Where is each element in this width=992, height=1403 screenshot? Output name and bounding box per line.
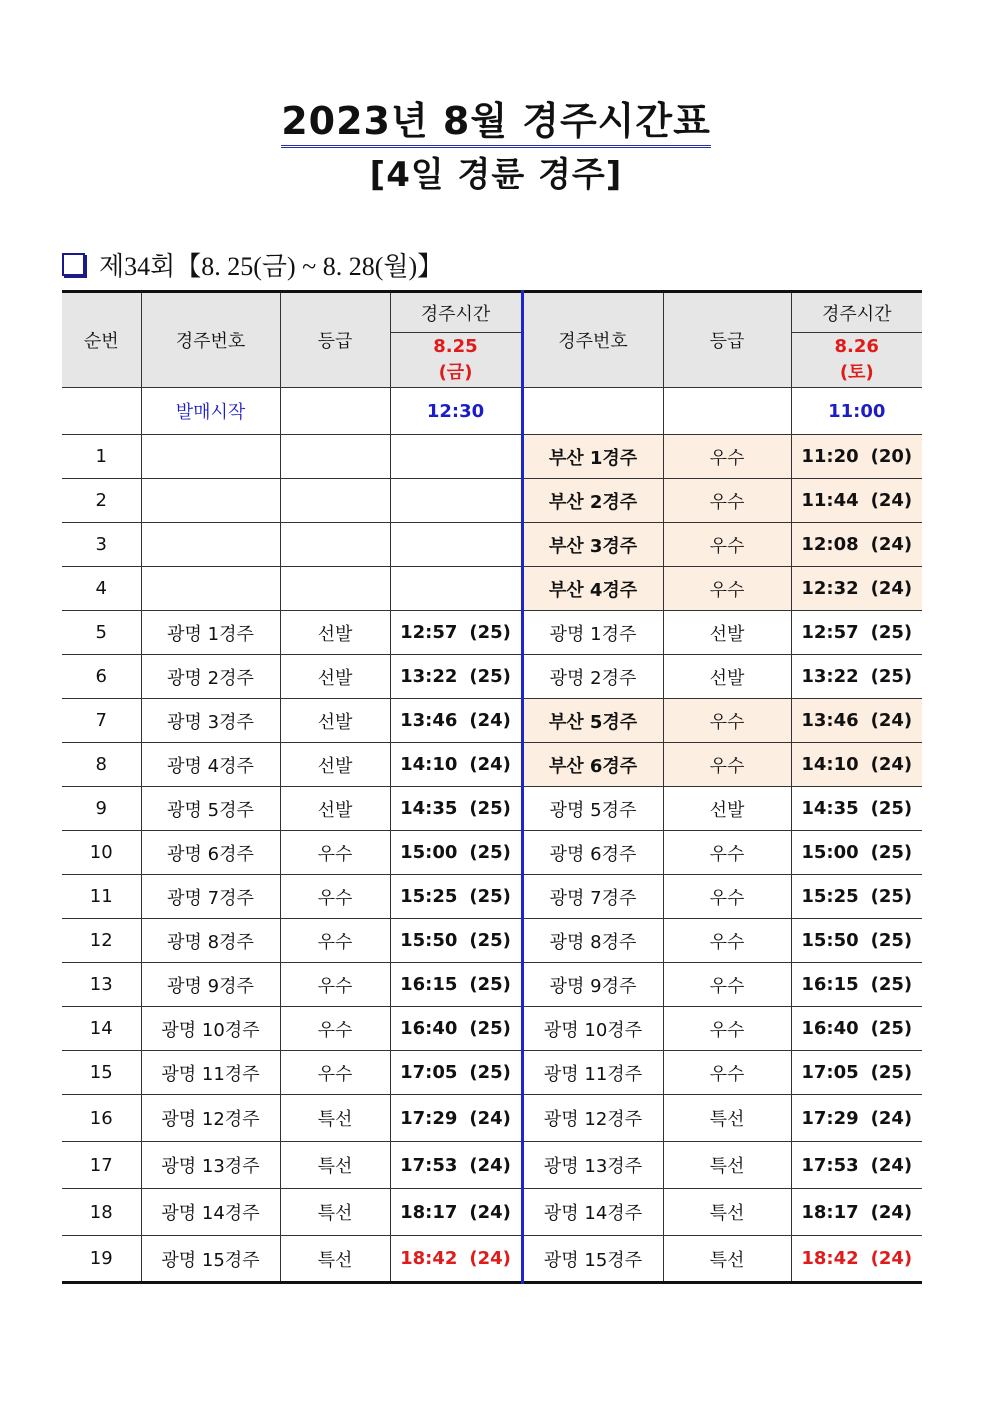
race-no-day1: 광명 14경주 — [141, 1189, 280, 1236]
race-time: 15:00 — [801, 842, 859, 863]
time-day1 — [390, 875, 522, 919]
race-time: 14:35 — [801, 798, 859, 819]
race-count: (24) — [469, 1154, 511, 1176]
grade-day2: 우수 — [663, 963, 791, 1007]
order-cell: 13 — [62, 963, 141, 1007]
race-no-day1: 광명 1경주 — [141, 611, 280, 655]
race-time: 14:10 — [400, 754, 458, 775]
race-time: 12:32 — [801, 578, 859, 599]
grade-day1 — [280, 523, 390, 567]
time-day2 — [791, 743, 922, 787]
grade-day1: 선발 — [280, 699, 390, 743]
grade-day2: 특선 — [663, 1189, 791, 1236]
race-time: 12:57 — [801, 622, 859, 643]
race-count: (24) — [870, 1248, 913, 1269]
race-count: (24) — [870, 1201, 913, 1223]
time-day1 — [390, 1236, 522, 1283]
race-time: 18:17 — [400, 1201, 458, 1223]
order-cell: 15 — [62, 1051, 141, 1095]
grade-day2: 우수 — [663, 479, 791, 523]
time-day2 — [791, 875, 922, 919]
race-time: 16:40 — [801, 1018, 859, 1039]
grade-day1 — [280, 479, 390, 523]
table-row — [62, 831, 922, 875]
grade-day1 — [280, 435, 390, 479]
order-cell: 16 — [62, 1095, 141, 1142]
table-row — [62, 1142, 922, 1189]
grade-day2: 우수 — [663, 523, 791, 567]
race-count: (25) — [469, 622, 511, 643]
day2-date-header — [791, 333, 922, 388]
time-day2 — [791, 479, 922, 523]
race-time: 18:17 — [801, 1201, 859, 1223]
order-cell: 9 — [62, 787, 141, 831]
race-no-day1: 광명 13경주 — [141, 1142, 280, 1189]
race-no-day1 — [141, 435, 280, 479]
race-count: (24) — [469, 710, 511, 731]
grade-day2: 우수 — [663, 1051, 791, 1095]
grade-day1: 우수 — [280, 1051, 390, 1095]
race-count: (24) — [870, 490, 913, 511]
time-day2 — [791, 655, 922, 699]
time-day1 — [390, 743, 522, 787]
grade-day1: 특선 — [280, 1189, 390, 1236]
race-count: (24) — [469, 1248, 511, 1269]
time-day2 — [791, 1051, 922, 1095]
race-no-day2: 부산 5경주 — [522, 699, 663, 743]
grade-day2: 우수 — [663, 743, 791, 787]
race-time: 13:22 — [400, 666, 458, 687]
race-no-day1: 광명 3경주 — [141, 699, 280, 743]
grade-day2: 선발 — [663, 611, 791, 655]
race-no-day2: 광명 14경주 — [522, 1189, 663, 1236]
time-day1 — [390, 1095, 522, 1142]
table-row — [62, 1236, 922, 1283]
order-cell: 17 — [62, 1142, 141, 1189]
grade-day1 — [280, 567, 390, 611]
page-subtitle: [4일 경륜 경주] — [369, 155, 623, 195]
race-count: (25) — [870, 622, 913, 643]
time-day2 — [791, 787, 922, 831]
grade-day2: 우수 — [663, 875, 791, 919]
grade-day2: 선발 — [663, 787, 791, 831]
race-count: (25) — [469, 842, 511, 863]
race-no-day1 — [141, 479, 280, 523]
race-time: 11:44 — [801, 490, 859, 511]
race-count: (24) — [870, 1154, 913, 1176]
day1-date-header — [390, 333, 522, 388]
sale-start-time-day1: 12:30 — [390, 388, 522, 435]
order-cell: 10 — [62, 831, 141, 875]
order-cell: 5 — [62, 611, 141, 655]
race-no-day2: 광명 11경주 — [522, 1051, 663, 1095]
table-row — [62, 479, 922, 523]
grade-day2: 우수 — [663, 919, 791, 963]
grade-day1: 선발 — [280, 787, 390, 831]
table-row — [62, 787, 922, 831]
race-time: 16:15 — [801, 974, 859, 995]
race-no-day2: 광명 12경주 — [522, 1095, 663, 1142]
race-no-day1: 광명 6경주 — [141, 831, 280, 875]
race-count: (20) — [870, 446, 913, 467]
race-count: (25) — [870, 1062, 913, 1083]
race-count: (24) — [469, 1201, 511, 1223]
race-count: (25) — [469, 886, 511, 907]
race-time: 17:29 — [801, 1107, 859, 1129]
grade-day2: 선발 — [663, 655, 791, 699]
race-count: (25) — [469, 666, 511, 687]
grade-day1: 선발 — [280, 655, 390, 699]
table-row — [62, 567, 922, 611]
race-no-day1: 광명 10경주 — [141, 1007, 280, 1051]
col-header-race-no-day2: 경주번호 — [522, 292, 663, 388]
col-header-order: 순번 — [62, 292, 141, 388]
race-time: 12:57 — [400, 622, 458, 643]
time-day2 — [791, 1007, 922, 1051]
order-cell: 11 — [62, 875, 141, 919]
time-day2 — [791, 567, 922, 611]
time-day2 — [791, 919, 922, 963]
order-cell: 6 — [62, 655, 141, 699]
time-day1 — [390, 1007, 522, 1051]
race-count: (24) — [469, 754, 511, 775]
race-no-day2: 광명 8경주 — [522, 919, 663, 963]
race-time: 12:08 — [801, 534, 859, 555]
race-time: 13:22 — [801, 666, 859, 687]
order-cell: 19 — [62, 1236, 141, 1283]
order-cell: 12 — [62, 919, 141, 963]
col-header-grade-day1: 등급 — [280, 292, 390, 388]
table-row — [62, 523, 922, 567]
order-cell: 14 — [62, 1007, 141, 1051]
sale-start-time-day2: 11:00 — [791, 388, 922, 435]
grade-day1: 선발 — [280, 611, 390, 655]
race-count: (25) — [870, 842, 913, 863]
race-no-day2: 부산 1경주 — [522, 435, 663, 479]
race-time: 18:42 — [801, 1248, 859, 1269]
race-no-day2: 부산 4경주 — [522, 567, 663, 611]
table-row — [62, 963, 922, 1007]
race-time: 14:35 — [400, 798, 458, 819]
race-count: (25) — [870, 666, 913, 687]
race-no-day1: 광명 15경주 — [141, 1236, 280, 1283]
table-row — [62, 655, 922, 699]
time-day1 — [390, 787, 522, 831]
race-no-day2: 광명 15경주 — [522, 1236, 663, 1283]
grade-day2: 우수 — [663, 831, 791, 875]
race-time: 17:53 — [801, 1154, 859, 1176]
time-day1 — [390, 1142, 522, 1189]
race-time: 15:50 — [400, 930, 458, 951]
race-count: (25) — [469, 1062, 511, 1083]
day2-date: 8.26 — [834, 336, 879, 357]
time-day2 — [791, 1189, 922, 1236]
time-day1 — [390, 655, 522, 699]
table-row — [62, 611, 922, 655]
table-row — [62, 919, 922, 963]
time-day1 — [390, 523, 522, 567]
grade-day1: 우수 — [280, 1007, 390, 1051]
col-header-grade-day2: 등급 — [663, 292, 791, 388]
time-day1 — [390, 1189, 522, 1236]
grade-day2: 특선 — [663, 1236, 791, 1283]
race-count: (25) — [870, 974, 913, 995]
race-no-day1: 광명 12경주 — [141, 1095, 280, 1142]
day1-weekday: (금) — [438, 362, 473, 383]
session-label: 제34회【8. 25(금) ~ 8. 28(월)】 — [99, 251, 444, 281]
col-header-time-day1: 경주시간 — [390, 292, 522, 333]
time-day2 — [791, 435, 922, 479]
table-cell — [522, 388, 663, 435]
race-count: (25) — [870, 886, 913, 907]
order-cell: 7 — [62, 699, 141, 743]
grade-day1: 우수 — [280, 919, 390, 963]
race-no-day2: 광명 10경주 — [522, 1007, 663, 1051]
grade-day1: 우수 — [280, 875, 390, 919]
sale-start-row — [62, 388, 922, 435]
time-day2 — [791, 611, 922, 655]
race-no-day2: 광명 5경주 — [522, 787, 663, 831]
race-time: 17:05 — [400, 1062, 458, 1083]
table-row — [62, 743, 922, 787]
time-day1 — [390, 1051, 522, 1095]
race-no-day2: 광명 2경주 — [522, 655, 663, 699]
time-day2 — [791, 831, 922, 875]
col-header-race-no-day1: 경주번호 — [141, 292, 280, 388]
race-no-day2: 부산 6경주 — [522, 743, 663, 787]
race-no-day1: 광명 9경주 — [141, 963, 280, 1007]
race-no-day2: 광명 13경주 — [522, 1142, 663, 1189]
race-count: (25) — [870, 1018, 913, 1039]
race-time: 17:29 — [400, 1107, 458, 1129]
table-row — [62, 1189, 922, 1236]
grade-day2: 우수 — [663, 567, 791, 611]
race-time: 16:40 — [400, 1018, 458, 1039]
race-time: 16:15 — [400, 974, 458, 995]
grade-day1: 우수 — [280, 831, 390, 875]
day1-date: 8.25 — [433, 336, 478, 357]
grade-day1: 특선 — [280, 1095, 390, 1142]
race-time: 17:05 — [801, 1062, 859, 1083]
order-cell: 2 — [62, 479, 141, 523]
title-block — [0, 98, 992, 196]
grade-day1: 특선 — [280, 1142, 390, 1189]
grade-day2: 우수 — [663, 435, 791, 479]
time-day1 — [390, 963, 522, 1007]
page-title: 2023년 8월 경주시간표 — [281, 98, 711, 148]
race-time: 17:53 — [400, 1154, 458, 1176]
table-row — [62, 1095, 922, 1142]
race-count: (25) — [469, 974, 511, 995]
time-day1 — [390, 611, 522, 655]
race-count: (25) — [870, 930, 913, 951]
race-no-day1: 광명 2경주 — [141, 655, 280, 699]
table-row — [62, 699, 922, 743]
race-time: 15:25 — [801, 886, 859, 907]
race-no-day1: 광명 7경주 — [141, 875, 280, 919]
race-no-day1: 광명 4경주 — [141, 743, 280, 787]
order-cell: 18 — [62, 1189, 141, 1236]
race-no-day1: 광명 11경주 — [141, 1051, 280, 1095]
time-day1 — [390, 567, 522, 611]
race-no-day2: 광명 6경주 — [522, 831, 663, 875]
race-time: 15:50 — [801, 930, 859, 951]
race-no-day1: 광명 5경주 — [141, 787, 280, 831]
table-row — [62, 1007, 922, 1051]
time-day1 — [390, 831, 522, 875]
race-no-day2: 광명 7경주 — [522, 875, 663, 919]
race-no-day1 — [141, 567, 280, 611]
race-time: 13:46 — [400, 710, 458, 731]
grade-day2: 우수 — [663, 1007, 791, 1051]
race-time: 14:10 — [801, 754, 859, 775]
race-no-day1 — [141, 523, 280, 567]
time-day2 — [791, 1095, 922, 1142]
table-cell — [280, 388, 390, 435]
time-day1 — [390, 435, 522, 479]
race-count: (25) — [870, 798, 913, 819]
time-day2 — [791, 523, 922, 567]
table-row — [62, 1051, 922, 1095]
race-time: 15:00 — [400, 842, 458, 863]
time-day2 — [791, 699, 922, 743]
race-schedule-table — [62, 290, 922, 1284]
race-count: (24) — [469, 1107, 511, 1129]
order-cell: 3 — [62, 523, 141, 567]
time-day1 — [390, 479, 522, 523]
race-time: 15:25 — [400, 886, 458, 907]
race-no-day2: 부산 2경주 — [522, 479, 663, 523]
race-count: (25) — [469, 798, 511, 819]
checkbox-icon — [62, 253, 85, 276]
order-cell: 8 — [62, 743, 141, 787]
race-count: (24) — [870, 754, 913, 775]
time-day2 — [791, 1236, 922, 1283]
race-no-day2: 광명 1경주 — [522, 611, 663, 655]
time-day2 — [791, 963, 922, 1007]
race-time: 13:46 — [801, 710, 859, 731]
time-day1 — [390, 919, 522, 963]
sale-start-label: 발매시작 — [141, 388, 280, 435]
race-count: (24) — [870, 534, 913, 555]
grade-day2: 특선 — [663, 1142, 791, 1189]
time-day2 — [791, 1142, 922, 1189]
table-cell — [62, 388, 141, 435]
grade-day2: 특선 — [663, 1095, 791, 1142]
race-count: (24) — [870, 578, 913, 599]
time-day1 — [390, 699, 522, 743]
race-count: (24) — [870, 710, 913, 731]
race-count: (25) — [469, 930, 511, 951]
grade-day2: 우수 — [663, 699, 791, 743]
grade-day1: 선발 — [280, 743, 390, 787]
race-time: 11:20 — [801, 446, 859, 467]
race-count: (24) — [870, 1107, 913, 1129]
race-count: (25) — [469, 1018, 511, 1039]
col-header-time-day2: 경주시간 — [791, 292, 922, 333]
session-heading — [62, 247, 443, 281]
order-cell: 4 — [62, 567, 141, 611]
race-no-day2: 부산 3경주 — [522, 523, 663, 567]
race-time: 18:42 — [400, 1248, 458, 1269]
grade-day1: 우수 — [280, 963, 390, 1007]
race-no-day2: 광명 9경주 — [522, 963, 663, 1007]
table-row — [62, 435, 922, 479]
table-cell — [663, 388, 791, 435]
day2-weekday: (토) — [839, 362, 874, 383]
order-cell: 1 — [62, 435, 141, 479]
race-no-day1: 광명 8경주 — [141, 919, 280, 963]
table-row — [62, 875, 922, 919]
grade-day1: 특선 — [280, 1236, 390, 1283]
